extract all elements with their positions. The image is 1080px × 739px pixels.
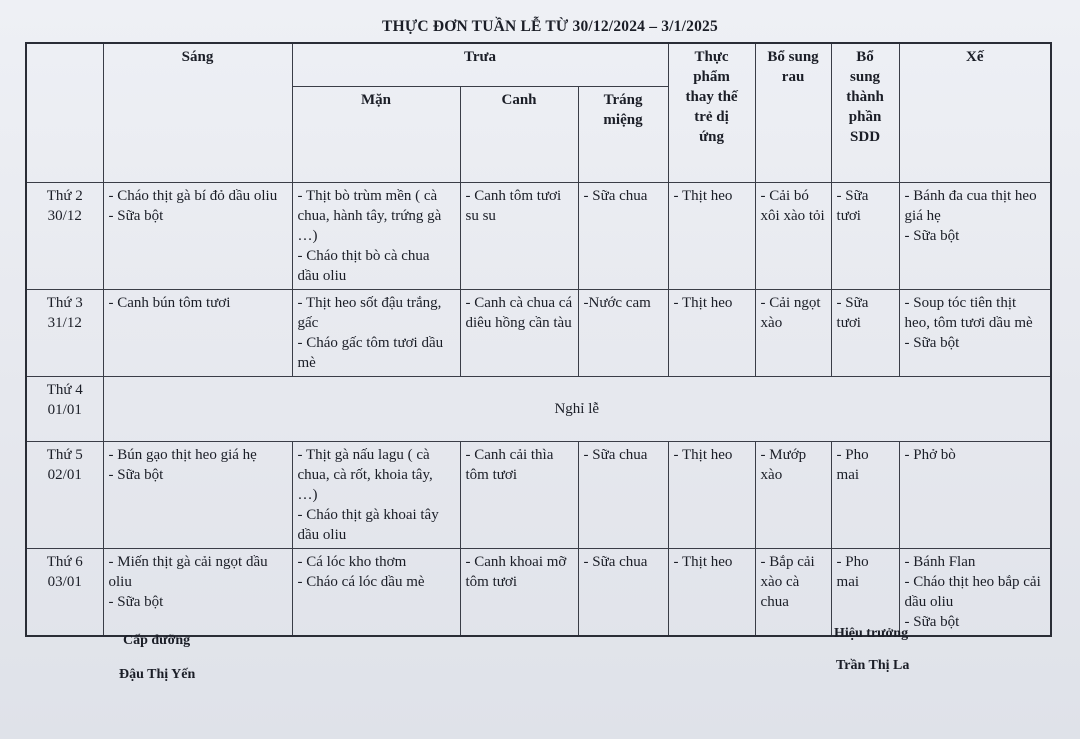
menu-item: - Bánh Flan	[904, 553, 976, 570]
cell-vegetable	[755, 441, 831, 548]
menu-item: - Pho mai	[836, 553, 869, 590]
holiday-cell: Nghỉ lễ	[103, 376, 1051, 441]
table-row	[26, 376, 1051, 441]
menu-item: - Sữa bột	[108, 466, 164, 483]
menu-item: - Sữa bột	[904, 227, 960, 244]
menu-item: - Thịt heo	[673, 187, 733, 204]
menu-item: - Cháo thịt heo bắp cải dầu oliu	[904, 573, 1041, 610]
header-bo-sung-sdd-line: Bổ	[856, 49, 874, 65]
menu-item: - Cháo thịt bò cà chua dầu oliu	[297, 247, 430, 284]
header-trang-mieng	[578, 86, 668, 182]
cell-breakfast	[103, 182, 292, 289]
cell-breakfast	[103, 548, 292, 636]
header-thay-the-line: phẩm	[693, 69, 730, 85]
cell-breakfast	[103, 289, 292, 376]
cell-nutrition-supplement	[831, 289, 899, 376]
cell-afternoon-snack	[899, 441, 1051, 548]
cell-lunch-main	[292, 182, 460, 289]
menu-item: - Miến thịt gà cải ngọt dầu oliu	[108, 553, 268, 590]
menu-item: - Phở bò	[904, 446, 956, 463]
menu-item: - Sữa bột	[108, 207, 164, 224]
header-thay-the	[668, 43, 755, 182]
weekly-menu-table	[25, 42, 1052, 637]
menu-item: - Canh cà chua cá diêu hồng cần tàu	[465, 294, 573, 331]
header-xe: Xế	[899, 43, 1051, 182]
menu-item: - Thịt bò trùm mền ( cà chua, hành tây, trứng gà …)	[297, 187, 442, 244]
menu-item: - Sữa chua	[583, 446, 648, 463]
menu-item: - Mướp xào	[760, 446, 807, 483]
menu-item: - Cháo cá lóc dầu mè	[297, 573, 425, 590]
menu-item: - Cháo thịt gà bí đỏ dầu oliu	[108, 187, 278, 204]
table-row	[26, 548, 1051, 636]
cell-allergy-substitute	[668, 548, 755, 636]
menu-item: - Thịt heo	[673, 294, 733, 311]
menu-item: - Thịt gà nấu lagu ( cà chua, cà rốt, khoia tây, …)	[297, 446, 433, 503]
menu-item: - Thịt heo	[673, 446, 733, 463]
header-trang-mieng-line: Tráng	[603, 91, 643, 108]
cell-allergy-substitute	[668, 441, 755, 548]
header-bo-sung-sdd	[831, 43, 899, 182]
menu-item: - Bánh đa cua thịt heo giá hẹ	[904, 187, 1037, 224]
header-bo-sung-rau	[755, 43, 831, 182]
header-bo-sung-sdd-line: SDD	[850, 129, 881, 145]
day-label	[26, 182, 103, 289]
day-label-line: Thứ 3	[46, 294, 83, 311]
signature-right-role: Hiệu trưởng	[834, 626, 909, 641]
day-label-line: 02/01	[47, 466, 82, 483]
menu-item: - Sữa bột	[904, 613, 960, 630]
header-trua: Trưa	[292, 43, 668, 86]
menu-item: - Sữa chua	[583, 553, 648, 570]
cell-afternoon-snack	[899, 548, 1051, 636]
menu-item: -Nước cam	[583, 294, 651, 311]
cell-afternoon-snack	[899, 182, 1051, 289]
cell-lunch-soup	[460, 441, 578, 548]
cell-lunch-main	[292, 441, 460, 548]
signature-right-name: Trần Thị La	[836, 658, 910, 673]
day-label	[26, 289, 103, 376]
menu-item: - Sữa tươi	[836, 187, 869, 224]
document-title: THỰC ĐƠN TUẦN LỄ TỪ 30/12/2024 – 3/1/2025	[382, 18, 718, 35]
menu-item: - Thịt heo	[673, 553, 733, 570]
header-bo-sung-sdd-line: sung	[850, 69, 881, 85]
cell-dessert	[578, 182, 668, 289]
cell-vegetable	[755, 289, 831, 376]
cell-dessert	[578, 548, 668, 636]
day-label-line: Thứ 2	[46, 187, 83, 204]
menu-item: - Cải ngọt xào	[760, 294, 821, 331]
day-label	[26, 441, 103, 548]
header-bo-sung-rau-line: rau	[781, 69, 805, 85]
day-label-line: 31/12	[47, 314, 82, 331]
cell-breakfast	[103, 441, 292, 548]
cell-lunch-main	[292, 289, 460, 376]
menu-item: - Bún gạo thịt heo giá hẹ	[108, 446, 257, 463]
menu-item: - Cải bó xôi xào tỏi	[760, 187, 825, 224]
header-sang: Sáng	[103, 43, 292, 182]
header-thay-the-line: ứng	[699, 129, 724, 145]
cell-lunch-soup	[460, 289, 578, 376]
header-bo-sung-sdd-line: phần	[848, 109, 882, 125]
header-trang-mieng-line: miệng	[603, 111, 643, 128]
cell-dessert	[578, 289, 668, 376]
corner-header	[26, 43, 103, 182]
header-thay-the-line: thay thế	[685, 89, 738, 105]
table-row	[26, 182, 1051, 289]
menu-item: - Cháo gấc tôm tươi dầu mè	[297, 334, 444, 371]
header-bo-sung-sdd-line: thành	[846, 89, 884, 105]
header-canh: Canh	[460, 86, 578, 182]
cell-nutrition-supplement	[831, 441, 899, 548]
menu-item: - Bắp cải xào cà chua	[760, 553, 815, 610]
menu-item: - Soup tóc tiên thịt heo, tôm tươi dầu mè	[904, 294, 1033, 331]
cell-afternoon-snack	[899, 289, 1051, 376]
day-label-line: 01/01	[47, 401, 82, 418]
menu-item: - Thịt heo sốt đậu trắng, gấc	[297, 294, 442, 331]
day-label-line: 03/01	[47, 573, 82, 590]
menu-item: - Cháo thịt gà khoai tây dầu oliu	[297, 506, 439, 543]
header-thay-the-line: Thực	[694, 49, 729, 65]
day-label-line: Thứ 5	[46, 446, 83, 463]
cell-allergy-substitute	[668, 289, 755, 376]
cell-lunch-soup	[460, 182, 578, 289]
signature-left-role: Cấp dưỡng	[123, 633, 191, 648]
cell-vegetable	[755, 548, 831, 636]
menu-item: - Canh tôm tươi su su	[465, 187, 562, 224]
day-label-line: Thứ 6	[46, 553, 83, 570]
menu-item: - Pho mai	[836, 446, 869, 483]
header-bo-sung-rau-line: Bổ sung	[767, 49, 819, 65]
day-label-line: Thứ 4	[46, 381, 83, 398]
cell-lunch-soup	[460, 548, 578, 636]
table-row	[26, 441, 1051, 548]
cell-nutrition-supplement	[831, 182, 899, 289]
menu-item: - Canh khoai mỡ tôm tươi	[465, 553, 567, 590]
cell-nutrition-supplement	[831, 548, 899, 636]
header-man: Mặn	[292, 86, 460, 182]
menu-item: - Canh cải thìa tôm tươi	[465, 446, 554, 483]
menu-item: - Sữa bột	[904, 334, 960, 351]
menu-item: - Sữa tươi	[836, 294, 869, 331]
day-label-line: 30/12	[47, 207, 82, 224]
signature-left-name: Đậu Thị Yến	[119, 667, 196, 682]
menu-item: - Cá lóc kho thơm	[297, 553, 407, 570]
menu-item: - Canh bún tôm tươi	[108, 294, 231, 311]
cell-lunch-main	[292, 548, 460, 636]
table-row	[26, 289, 1051, 376]
cell-dessert	[578, 441, 668, 548]
day-label	[26, 548, 103, 636]
cell-allergy-substitute	[668, 182, 755, 289]
menu-item: - Sữa bột	[108, 593, 164, 610]
day-label	[26, 376, 103, 441]
cell-vegetable	[755, 182, 831, 289]
menu-item: - Sữa chua	[583, 187, 648, 204]
header-thay-the-line: trẻ dị	[694, 109, 729, 125]
